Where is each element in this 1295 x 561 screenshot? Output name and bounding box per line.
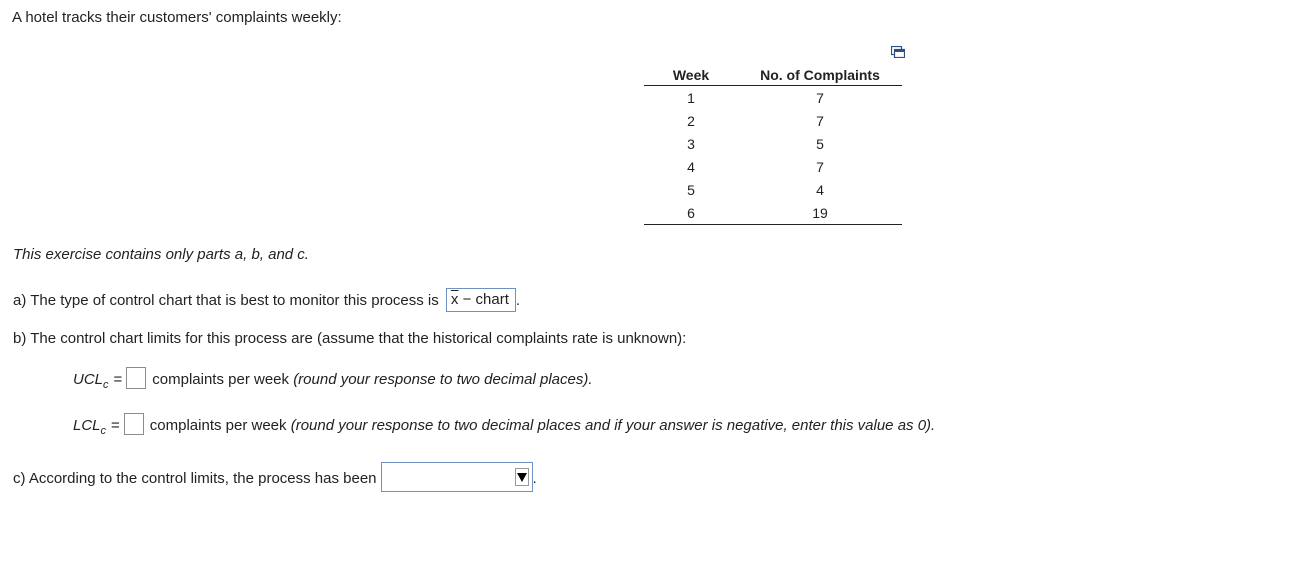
lcl-hint: (round your response to two decimal places and if your answer is negative, enter this value as 0). bbox=[290, 416, 936, 434]
table-row bbox=[644, 155, 902, 178]
table-header-row bbox=[644, 63, 902, 86]
week-cell: 5 bbox=[687, 181, 695, 198]
table-row bbox=[644, 178, 902, 201]
week-cell: 3 bbox=[687, 135, 695, 152]
complaints-cell: 7 bbox=[816, 158, 824, 175]
part-a-period: . bbox=[515, 291, 521, 309]
table-row bbox=[644, 109, 902, 132]
part-a-answer-text: − chart bbox=[458, 291, 509, 308]
part-a-answer-box[interactable] bbox=[446, 288, 516, 312]
week-cell: 4 bbox=[687, 158, 695, 175]
part-c-question bbox=[13, 464, 537, 494]
exercise-note: This exercise contains only parts a, b, and c. bbox=[13, 246, 309, 263]
table-row bbox=[644, 201, 902, 225]
complaints-cell: 7 bbox=[816, 112, 824, 129]
ucl-row bbox=[73, 369, 593, 391]
ucl-input[interactable] bbox=[126, 367, 146, 389]
lcl-equals: = bbox=[111, 416, 120, 434]
lcl-label: $LCL_c$ bbox=[73, 416, 107, 437]
process-status-dropdown[interactable] bbox=[381, 462, 533, 492]
week-cell: 1 bbox=[687, 89, 695, 106]
week-cell: 6 bbox=[644, 201, 738, 225]
table-row bbox=[644, 132, 902, 155]
part-b-question: b) The control chart limits for this process are (assume that the historical complaints rate is unknown): bbox=[13, 330, 687, 347]
week-cell: 2 bbox=[687, 112, 695, 129]
part-a-question bbox=[13, 289, 520, 313]
part-c-period: . bbox=[532, 469, 537, 487]
lcl-input[interactable] bbox=[124, 413, 144, 435]
ucl-label: $UCL_c$ bbox=[73, 370, 109, 391]
header-week: Week bbox=[644, 63, 738, 86]
ucl-equals: = bbox=[113, 370, 123, 388]
part-c-text: c) According to the control limits, the process has been bbox=[13, 469, 377, 487]
complaints-table bbox=[644, 63, 902, 225]
complaints-cell: 19 bbox=[738, 201, 902, 225]
copy-icon[interactable] bbox=[891, 46, 905, 58]
part-a-text: a) The type of control chart that is best to monitor this process is bbox=[13, 291, 439, 309]
complaints-cell: 4 bbox=[816, 181, 824, 198]
x-bar-symbol: $\overline{x}$ bbox=[450, 291, 459, 308]
ucl-unit: complaints per week bbox=[152, 370, 290, 388]
complaints-cell: 5 bbox=[816, 135, 824, 152]
table-row bbox=[644, 86, 902, 110]
ucl-hint: (round your response to two decimal places). bbox=[293, 370, 593, 388]
header-complaints: No. of Complaints bbox=[738, 63, 902, 86]
complaints-cell: 7 bbox=[816, 89, 824, 106]
lcl-row bbox=[73, 415, 935, 437]
dropdown-arrow-icon[interactable] bbox=[515, 468, 529, 486]
intro-text: A hotel tracks their customers' complaints weekly: bbox=[12, 9, 342, 26]
lcl-unit: complaints per week bbox=[149, 416, 287, 434]
